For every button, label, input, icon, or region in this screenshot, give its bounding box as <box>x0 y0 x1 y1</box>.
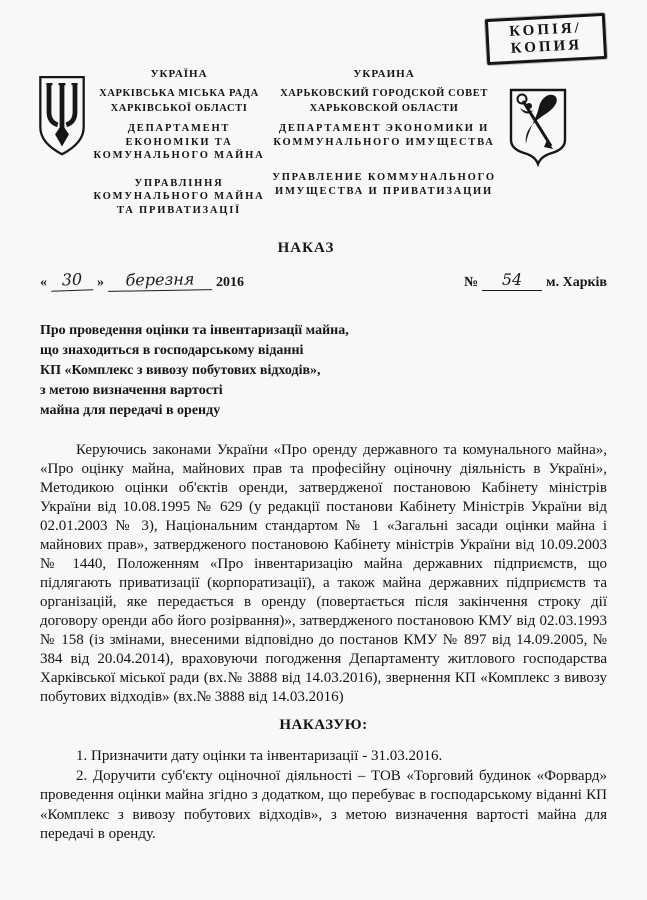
order-number-city <box>464 272 607 291</box>
resolution-heading: НАКАЗУЮ: <box>279 717 368 733</box>
order-month-handwritten: березня <box>125 269 195 290</box>
unit-uk-line3: ТА ПРИВАТИЗАЦІЇ <box>116 204 242 216</box>
number-sign-label: № <box>463 275 479 290</box>
order-day-handwritten: 30 <box>61 269 83 290</box>
order-number-handwritten: 54 <box>501 270 523 289</box>
council-name-ru-line1: ХАРЬКОВСКИЙ ГОРОДСКОЙ СОВЕТ <box>280 88 488 99</box>
subject-line-1: Про проведення оцінки та інвентаризації майна, <box>40 323 349 338</box>
department-ru-line2: КОММУНАЛЬНОГО ИМУЩЕСТВА <box>273 136 495 148</box>
country-name-ru: УКРАИНА <box>353 68 415 80</box>
subject-line-5: майна для передачі в оренду <box>40 403 221 418</box>
department-uk-line2: ЕКОНОМІКИ ТА <box>125 136 233 148</box>
order-year: 2016 <box>216 275 244 290</box>
order-title: НАКАЗ <box>277 240 335 256</box>
letterhead <box>0 68 647 216</box>
open-quote: « <box>40 275 47 290</box>
order-body <box>40 441 607 845</box>
order-item-2: 2. Доручити суб'єкту оціночної діяльності – ТОВ «Торговий будинок «Форвард» проведення оцінки майна згідно з додатком, що перебуває в господарському віданні КП «Комплекс з вивозу побутових відходів», з метою визначення вартості майна для передачі в оренду. <box>40 767 607 842</box>
unit-ru-line1: УПРАВЛЕНИЕ КОММУНАЛЬНОГО <box>272 172 496 183</box>
order-city: м. Харків <box>546 275 607 290</box>
preamble-paragraph: Керуючись законами України «Про оренду державного та комунального майна», «Про оцінку майна, майнових прав та професійну оціночну діяльність в Україні», Методикою оцінки об'єктів оренди, затвердженої постановою Кабінету міністрів України від 10.08.1995 № 629 (у редакції постанови Кабінету Міністрів України від 02.01.2003 № 3), Національним стандартом № 1 «Загальні засади оцінки майна і майнових прав», затвердженого постановою Кабінету міністрів України від 10.09.2003 № 1440, Положенням «Про інвентаризацію майна державних підприємств, що підлягають приватизації (корпоратизації), а також майна державних підприємств та організацій, яке передається в оренду (повертається після закінчення строку дії договору оренди або його розірвання)», затвердженого постановою КМУ від 02.03.1993 № 158 (із змінами, внесеними відповідно до постанов КМУ № 897 від 14.09.2005, № 384 від 20.04.2014), враховуючи погодження Департаменту житлового господарства Харківської міської ради (вх.№ 3888 від 14.03.2016), звернення КП «Комплекс з вивозу побутових відходів» (вх.№ 3888 від 14.03.2016) <box>40 442 607 705</box>
country-name-uk: УКРАЇНА <box>150 68 208 80</box>
subject-line-2: що знаходиться в господарському віданні <box>40 343 304 358</box>
letterhead-ukrainian-column <box>86 68 272 217</box>
council-name-ru-line2: ХАРЬКОВСКОЙ ОБЛАСТИ <box>309 103 459 114</box>
letterhead-russian-column <box>270 68 498 198</box>
date-number-row <box>40 269 607 291</box>
department-ru-line1: ДЕПАРТАМЕНТ ЭКОНОМИКИ И <box>278 123 490 134</box>
close-quote: » <box>97 275 104 290</box>
copy-stamp-line1: КОПІЯ/ <box>508 20 583 40</box>
department-uk-line3: КОМУНАЛЬНОГО МАЙНА <box>93 150 265 161</box>
order-subject <box>40 321 460 421</box>
unit-ru-line2: ИМУЩЕСТВА И ПРИВАТИЗАЦИИ <box>275 185 493 197</box>
unit-uk-line1: УПРАВЛІННЯ <box>134 177 224 189</box>
council-name-uk-line1: ХАРКІВСЬКА МІСЬКА РАДА <box>99 88 259 99</box>
copy-stamp <box>485 13 607 65</box>
kharkiv-coat-of-arms-icon <box>506 86 570 170</box>
subject-line-3: КП «Комплекс з вивозу побутових відходів», <box>40 363 321 378</box>
ukraine-trident-icon <box>36 72 88 162</box>
council-name-uk-line2: ХАРКІВСЬКОЇ ОБЛАСТІ <box>110 103 248 114</box>
unit-uk-line2: КОМУНАЛЬНОГО МАЙНА <box>93 191 265 202</box>
department-uk-line1: ДЕПАРТАМЕНТ <box>127 123 231 134</box>
copy-stamp-line2: КОПИЯ <box>510 37 583 57</box>
subject-line-4: з метою визначення вартості <box>40 383 223 398</box>
order-item-1: 1. Призначити дату оцінки та інвентаризації - 31.03.2016. <box>76 748 443 764</box>
order-date <box>40 269 244 291</box>
